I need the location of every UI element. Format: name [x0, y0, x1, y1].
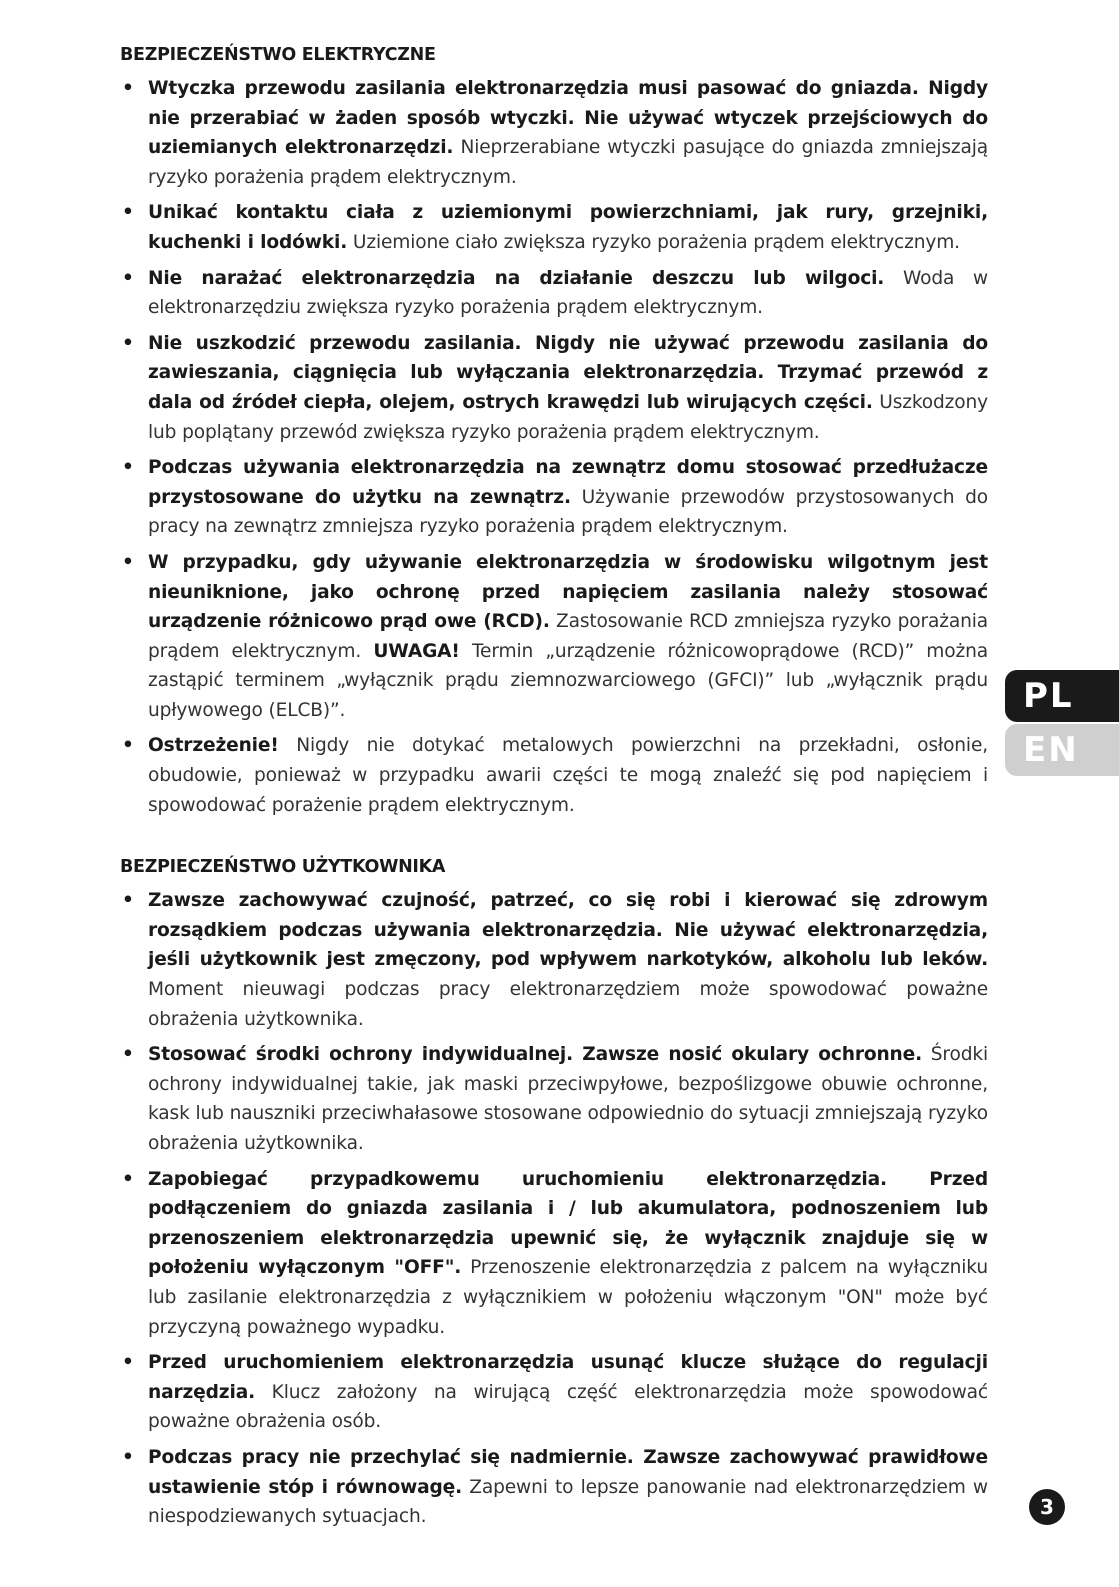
- explanation-text: Przenoszenie elektronarzędzia z palcem na wyłączniku lub zasilanie elektronarzędzia z wyłącznikiem w położeniu włączonym "ON" może być przyczyną poważnego wypadku.: [148, 1257, 988, 1338]
- explanation-text: Używanie przewodów przystosowanych do pracy na zewnątrz zmniejsza ryzyko porażenia prądem elektrycznym.: [148, 486, 988, 538]
- list-item: [120, 1348, 988, 1437]
- language-tabs: [1005, 670, 1119, 776]
- electrical-safety-section: [120, 44, 988, 820]
- list-item: [120, 329, 988, 447]
- user-safety-section: [120, 856, 988, 1531]
- explanation-text: Nieprzerabiane wtyczki pasujące do gniazda zmniejszają ryzyko porażenia prądem elektrycznym.: [148, 137, 989, 188]
- explanation-text: Nigdy nie dotykać metalowych powierzchni na przekładni, osłonie, obudowie, ponieważ w przypadku awarii części te mogą znaleźć się pod napięciem i spowodować porażenie prądem elektrycznym.: [148, 735, 988, 816]
- explanation-text: Woda w elektronarzędziu zwiększa ryzyko porażenia prądem elektrycznym.: [148, 267, 988, 319]
- warning-bold-text: W przypadku, gdy używanie elektronarzędzia w środowisku wilgotnym jest nieuniknione, jako ochronę przed napięciem zasilania należy stosować urządzenie różnicowo prąd owe (RCD).: [148, 551, 988, 633]
- list-item: [120, 1443, 988, 1532]
- list-item: [120, 1165, 988, 1343]
- explanation-text: Uszkodzony lub poplątany przewód zwiększa ryzyko porażenia prądem elektrycznym.: [148, 391, 988, 443]
- language-tab-en: EN: [1005, 724, 1119, 776]
- page-number: 3: [1029, 1489, 1065, 1525]
- language-tab-pl: PL: [1005, 670, 1119, 722]
- warning-bold-text: Podczas pracy nie przechylać się nadmiernie. Zawsze zachowywać prawidłowe ustawienie stóp i równowagę.: [148, 1446, 988, 1498]
- bullet-list: [120, 886, 988, 1531]
- explanation-text: Zastosowanie RCD zmniejsza ryzyko porażania prądem elektrycznym.: [148, 611, 988, 662]
- list-item: [120, 198, 988, 257]
- warning-bold-text: Nie narażać elektronarzędzia na działanie deszczu lub wilgoci.: [148, 267, 885, 289]
- warning-bold-text: Unikać kontaktu ciała z uziemionymi powierzchniami, jak rury, grzejniki, kuchenki i lodówki.: [148, 202, 988, 253]
- list-item: [120, 1040, 988, 1158]
- explanation-text: Klucz założony na wirującą część elektronarzędzia może spowodować poważne obrażenia osób.: [148, 1381, 988, 1433]
- section-heading: BEZPIECZEŃSTWO UŻYTKOWNIKA: [120, 857, 446, 878]
- notice-text: Termin „urządzenie różnicowoprądowe (RCD)” można zastąpić terminem „wyłącznik prądu ziemnozwarciowego (GFCI)” lub „wyłącznik prądu upływowego (ELCB)”.: [148, 640, 988, 721]
- explanation-text: Zapewni to lepsze panowanie nad elektronarzędziem w niespodziewanych sytuacjach.: [148, 1476, 988, 1528]
- explanation-text: Uziemione ciało zwiększa ryzyko porażenia prądem elektrycznym.: [347, 231, 960, 253]
- warning-bold-text: Wtyczka przewodu zasilania elektronarzędzia musi pasować do gniazda. Nigdy nie przerabiać w żaden sposób wtyczki. Nie używać wtyczek przejściowych do uziemianych elektronarzędzi.: [148, 78, 988, 159]
- manual-page: [120, 44, 988, 1538]
- warning-bold-text: Stosować środki ochrony indywidualnej. Zawsze nosić okulary ochronne.: [148, 1044, 923, 1066]
- list-item: [120, 74, 988, 192]
- warning-bold-text: Zapobiegać przypadkowemu uruchomieniu elektronarzędzia. Przed podłączeniem do gniazda zasilania i / lub akumulatora, podnoszeniem lub przenoszeniem elektronarzędzia upewnić się, że wyłącznik znajduje się w położeniu wyłączonym "OFF".: [148, 1168, 988, 1279]
- bullet-list: [120, 74, 988, 820]
- explanation-text: Środki ochrony indywidualnej takie, jak maski przeciwpyłowe, bezpoślizgowe obuwie ochronne, kask lub nauszniki przeciwhałasowe stosowane odpowiednio do sytuacji zmniejszają ryzyko obrażenia użytkownika.: [148, 1044, 988, 1154]
- list-item: [120, 731, 988, 820]
- explanation-text: Moment nieuwagi podczas pracy elektronarzędziem może spowodować poważne obrażenia użytkownika.: [148, 979, 988, 1030]
- list-item: [120, 453, 988, 542]
- section-heading: BEZPIECZEŃSTWO ELEKTRYCZNE: [120, 45, 436, 65]
- notice-label: UWAGA!: [373, 640, 460, 662]
- warning-bold-text: Przed uruchomieniem elektronarzędzia usunąć klucze służące do regulacji narzędzia.: [148, 1352, 988, 1403]
- warning-bold-text: Zawsze zachowywać czujność, patrzeć, co się robi i kierować się zdrowym rozsądkiem podczas używania elektronarzędzia. Nie używać elektronarzędzia, jeśli użytkownik jest zmęczony, pod wpływem narkotyków, alkoholu lub leków.: [148, 890, 988, 971]
- list-item: [120, 548, 988, 726]
- warning-bold-text: Nie uszkodzić przewodu zasilania. Nigdy nie używać przewodu zasilania do zawieszania, ciągnięcia lub wyłączania elektronarzędzia. Trzymać przewód z dala od źródeł ciepła, olejem, ostrych krawędzi lub wirujących części.: [148, 332, 988, 413]
- list-item: [120, 264, 988, 323]
- warning-bold-text: Podczas używania elektronarzędzia na zewnątrz domu stosować przedłużacze przystosowane do użytku na zewnątrz.: [148, 457, 988, 508]
- list-item: [120, 886, 988, 1034]
- warning-bold-text: Ostrzeżenie!: [148, 735, 279, 757]
